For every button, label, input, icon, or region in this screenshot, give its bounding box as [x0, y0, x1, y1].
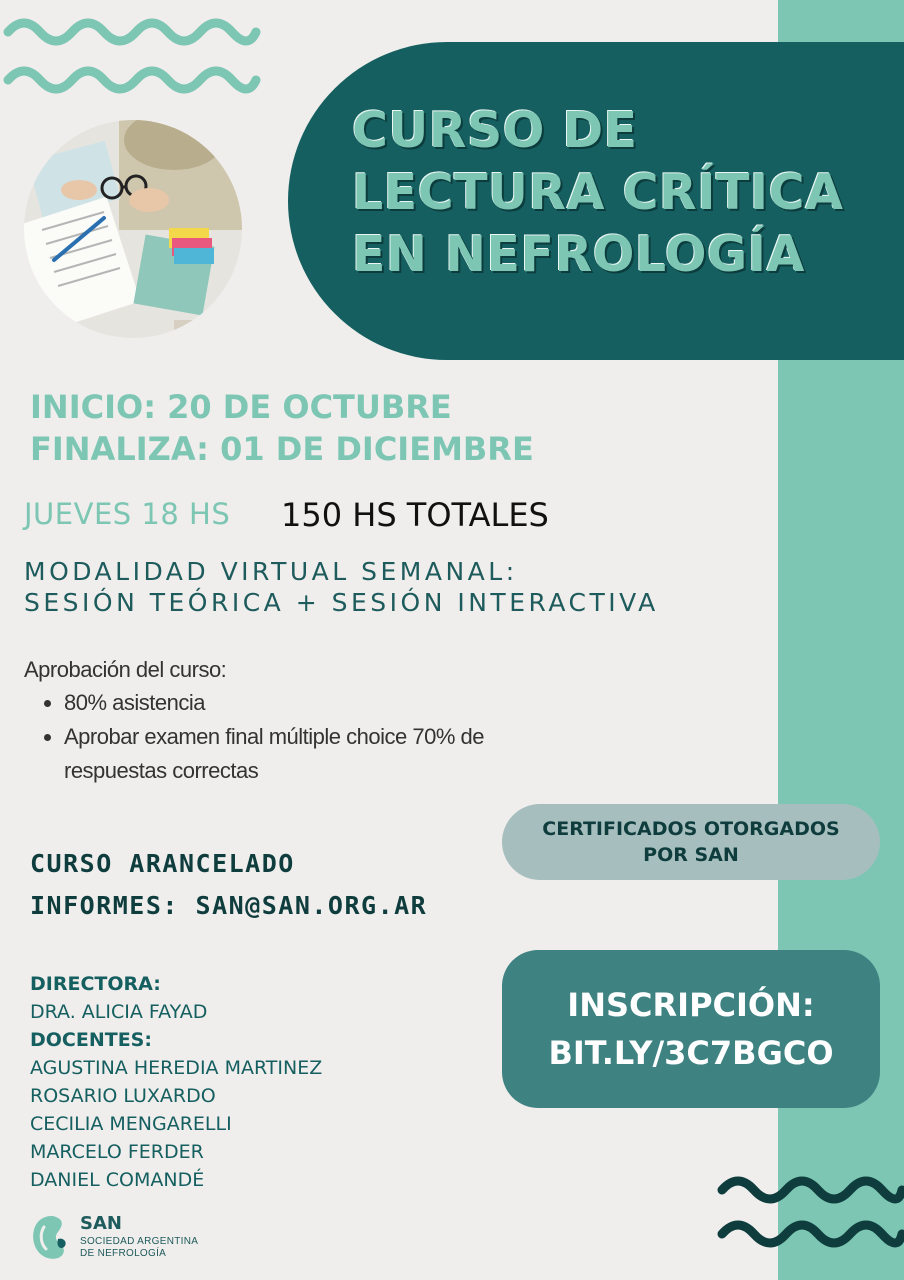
teachers-heading: DOCENTES:	[30, 1029, 152, 1051]
teacher-name: DANIEL COMANDÉ	[30, 1169, 205, 1191]
course-info	[30, 843, 427, 927]
director-name: DRA. ALICIA FAYAD	[30, 1001, 208, 1023]
end-date: FINALIZA: 01 DE DICIEMBRE	[30, 430, 534, 468]
list-item: • 80% asistencia	[64, 686, 484, 720]
logo-subtitle	[80, 1236, 198, 1260]
certificates-line: POR SAN	[643, 844, 739, 866]
teacher-name: MARCELO FERDER	[30, 1141, 204, 1163]
title-line: CURSO DE	[352, 102, 638, 159]
title-line: LECTURA CRÍTICA	[352, 164, 844, 221]
study-photo	[24, 120, 242, 338]
modality-line: MODALIDAD VIRTUAL SEMANAL:	[24, 557, 518, 586]
director-heading: DIRECTORA:	[30, 973, 161, 995]
registration-link[interactable]: BIT.LY/3C7BGCO	[548, 1034, 834, 1072]
logo-name: SAN	[80, 1213, 122, 1234]
approval-list	[24, 686, 484, 788]
registration-label: INSCRIPCIÓN:	[567, 986, 815, 1024]
contact-email[interactable]: INFORMES: SAN@SAN.ORG.AR	[30, 891, 428, 920]
course-title	[352, 100, 904, 286]
registration-button[interactable]	[502, 950, 880, 1108]
total-hours: 150 HS TOTALES	[281, 496, 549, 534]
staff-list	[30, 970, 322, 1194]
logo-subtitle-line: DE NEFROLOGÍA	[80, 1248, 167, 1259]
list-item: • Aprobar examen final múltiple choice 70% de respuestas correctas	[64, 720, 484, 788]
certificates-line: CERTIFICADOS OTORGADOS	[542, 818, 840, 840]
title-line: EN NEFROLOGÍA	[352, 226, 805, 283]
certificates-badge	[502, 804, 880, 880]
modality	[24, 556, 659, 618]
modality-line: SESIÓN TEÓRICA + SESIÓN INTERACTIVA	[24, 588, 659, 617]
course-dates	[30, 386, 534, 470]
kidney-logo-icon	[28, 1213, 76, 1263]
logo-subtitle-line: SOCIEDAD ARGENTINA	[80, 1236, 199, 1247]
start-date: INICIO: 20 DE OCTUBRE	[30, 388, 452, 426]
schedule-day: JUEVES 18 HS	[24, 497, 231, 531]
approval-heading: Aprobación del curso:	[24, 657, 227, 682]
paid-course-label: CURSO ARANCELADO	[30, 849, 295, 878]
wave-decoration-top	[0, 0, 270, 110]
approval-requirements	[24, 654, 484, 788]
wave-decoration-bottom	[708, 1168, 904, 1280]
teacher-name: ROSARIO LUXARDO	[30, 1085, 216, 1107]
teacher-name: AGUSTINA HEREDIA MARTINEZ	[30, 1057, 323, 1079]
teacher-name: CECILIA MENGARELLI	[30, 1113, 232, 1135]
